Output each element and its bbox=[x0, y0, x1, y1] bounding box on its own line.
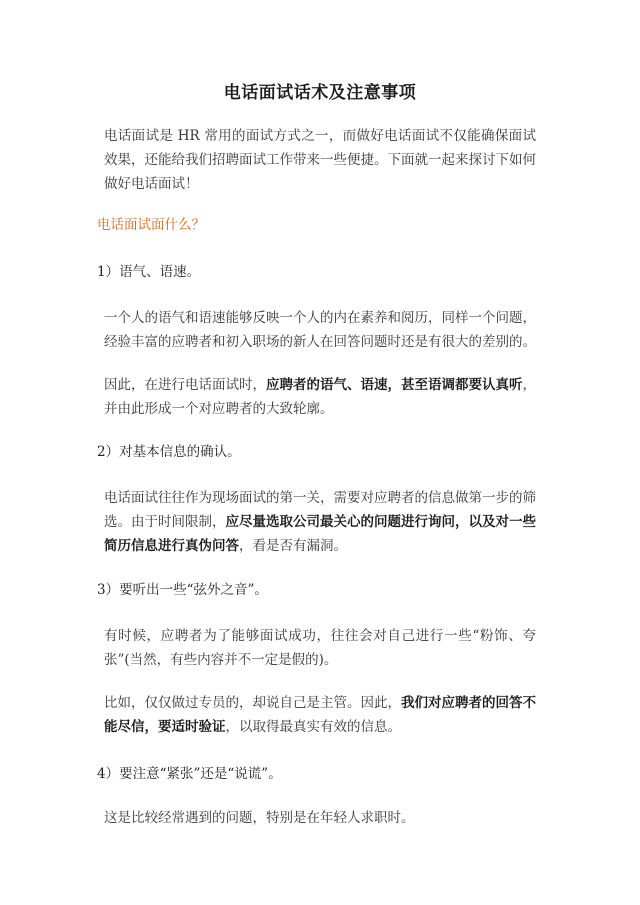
item-3-paragraph-1: 有时候，应聘者为了能够面试成功，往往会对自己进行一些“粉饰、夸张”(当然，有些内容并不一定是假的)。 bbox=[104, 628, 536, 668]
page-title: 电话面试话术及注意事项 bbox=[223, 83, 417, 103]
item-1-p2-bold: 应聘者的语气、语速，甚至语调都要认真听 bbox=[266, 377, 523, 393]
item-1-paragraph-1: 一个人的语气和语速能够反映一个人的内在素养和阅历，同样一个问题，经验丰富的应聘者和初入职场的新人在回答问题时还是有很大的差别的。 bbox=[104, 310, 536, 350]
item-1-heading: 1）语气、语速。 bbox=[97, 264, 201, 280]
section-heading: 电话面试面什么？ bbox=[97, 217, 205, 233]
item-4-heading: 4）要注意“紧张”还是“说谎”。 bbox=[97, 766, 282, 782]
intro-paragraph: 电话面试是 HR 常用的面试方式之一，而做好电话面试不仅能确保面试效果，还能给我们招聘面试工作带来一些便捷。下面就一起来探讨下如何做好电话面试！ bbox=[104, 128, 536, 192]
item-1-p2-text-a: 因此，在进行电话面试时， bbox=[104, 377, 266, 393]
item-3-heading: 3）要听出一些“弦外之音”。 bbox=[97, 582, 268, 598]
item-3-paragraph-2 bbox=[104, 691, 536, 739]
item-1-paragraph-2 bbox=[104, 373, 536, 421]
item-2-paragraph-1 bbox=[104, 486, 536, 558]
item-2-heading: 2）对基本信息的确认。 bbox=[97, 444, 241, 460]
item-3-p2-bold: 我们对应聘者的回答不能尽信，要适时验证 bbox=[104, 695, 536, 735]
item-3-p2-text-a: 比如，仅仅做过专员的，却说自己是主管。因此， bbox=[104, 695, 401, 711]
item-3-p2-text-c: ，以取得最真实有效的信息。 bbox=[225, 719, 401, 735]
item-1-p2-text-c: ，并由此形成一个对应聘者的大致轮廓。 bbox=[104, 377, 536, 417]
item-4-paragraph-1: 这是比较经常遇到的问题，特别是在年轻人求职时。 bbox=[104, 810, 415, 826]
item-2-p1-text-a: 电话面试往往作为现场面试的第一关，需要对应聘者的信息做第一步的筛选。由于时间限制， bbox=[104, 490, 536, 530]
item-2-p1-bold: 应尽量选取公司最关心的问题进行询问，以及对一些简历信息进行真伪问答 bbox=[104, 514, 536, 554]
item-2-p1-text-c: ，看是否有漏洞。 bbox=[239, 538, 347, 554]
